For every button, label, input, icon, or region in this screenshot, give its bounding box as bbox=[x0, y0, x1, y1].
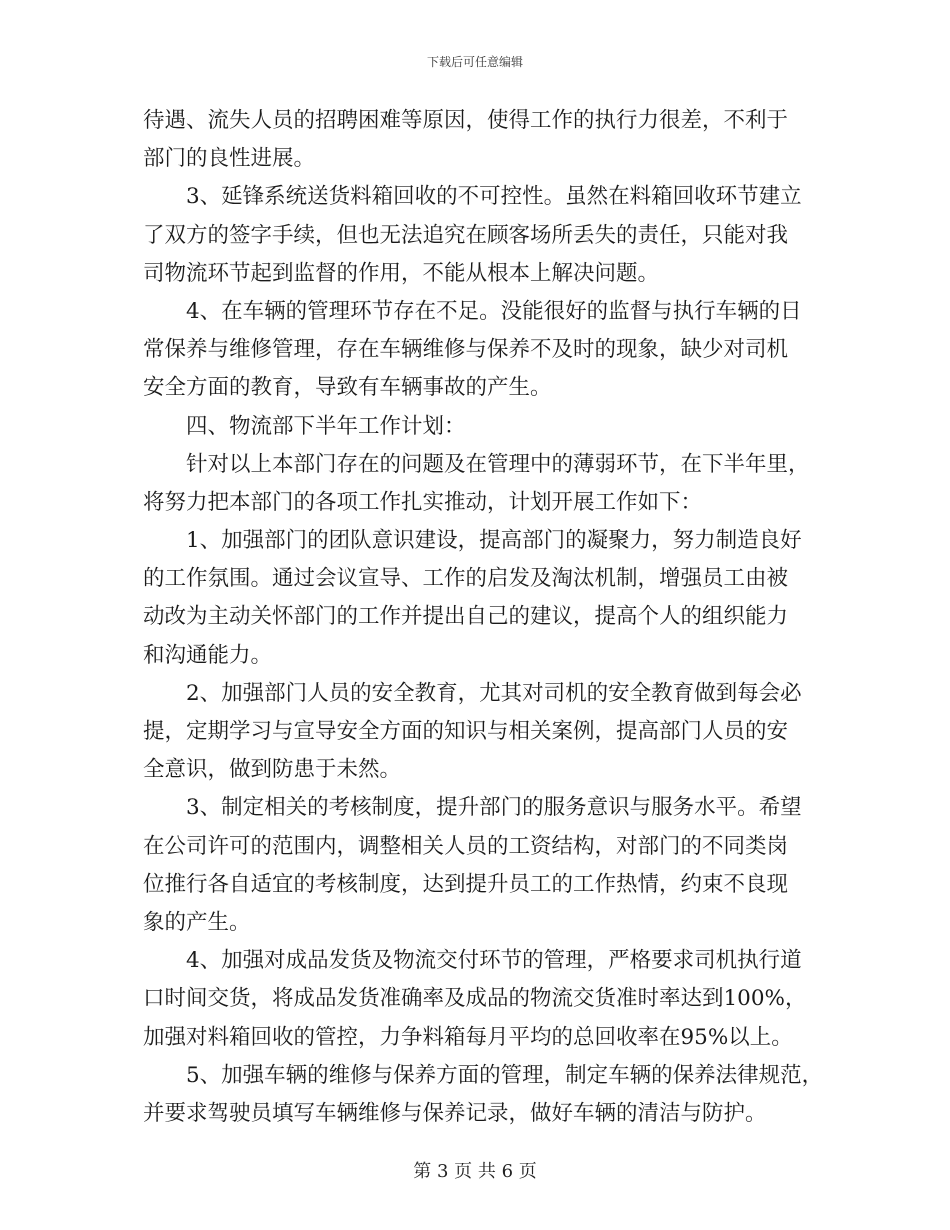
page-footer: 第 3 页 共 6 页 bbox=[413, 1161, 537, 1182]
text-line: 3、制定相关的考核制度，提升部门的服务意识与服务水平。希望 bbox=[186, 795, 802, 821]
text-line: 口时间交货，将成品发货准确率及成品的物流交货准时率达到100%， bbox=[143, 986, 807, 1012]
text-line: 1、加强部门的团队意识建设，提高部门的凝聚力，努力制造良好 bbox=[186, 528, 802, 554]
text-line: 4、在车辆的管理环节存在不足。没能很好的监督与执行车辆的日 bbox=[186, 298, 802, 324]
text-line: 并要求驾驶员填写车辆维修与保养记录，做好车辆的清洁与防护。 bbox=[143, 1100, 767, 1126]
text-line: 了双方的签字手续，但也无法追究在顾客场所丢失的责任，只能对我 bbox=[143, 222, 789, 248]
text-line: 提，定期学习与宣导安全方面的知识与相关案例，提高部门人员的安 bbox=[143, 719, 789, 744]
text-line: 加强对料箱回收的管控，力争料箱每月平均的总回收率在95%以上。 bbox=[143, 1024, 793, 1050]
text-line: 将努力把本部门的各项工作扎实推动，计划开展工作如下： bbox=[143, 489, 703, 515]
text-line: 3、延锋系统送货料箱回收的不可控性。虽然在料箱回收环节建立 bbox=[186, 184, 802, 210]
text-line: 象的产生。 bbox=[143, 909, 251, 935]
text-line: 和沟通能力。 bbox=[143, 642, 273, 668]
text-line: 部门的良性进展。 bbox=[143, 146, 316, 172]
text-line: 针对以上本部门存在的问题及在管理中的薄弱环节，在下半年里， bbox=[186, 451, 810, 477]
text-line: 四、物流部下半年工作计划： bbox=[186, 413, 466, 439]
text-line: 安全方面的教育，导致有车辆事故的产生。 bbox=[143, 375, 552, 401]
text-line: 待遇、流失人员的招聘困难等原因，使得工作的执行力很差，不利于 bbox=[143, 108, 789, 133]
document-body bbox=[143, 102, 824, 1133]
text-line: 在公司许可的范围内，调整相关人员的工资结构，对部门的不同类岗 bbox=[143, 833, 789, 859]
page-header: 下载后可任意编辑 bbox=[426, 55, 523, 69]
text-line: 司物流环节起到监督的作用，不能从根本上解决问题。 bbox=[143, 260, 660, 286]
text-line: 2、加强部门人员的安全教育，尤其对司机的安全教育做到每会必 bbox=[186, 680, 802, 706]
text-line: 的工作氛围。通过会议宣导、工作的启发及淘汰机制，增强员工由被 bbox=[143, 566, 789, 592]
text-line: 位推行各自适宜的考核制度，达到提升员工的工作热情，约束不良现 bbox=[143, 871, 789, 897]
text-line: 常保养与维修管理，存在车辆维修与保养不及时的现象，缺少对司机 bbox=[143, 337, 789, 363]
text-line: 全意识，做到防患于未然。 bbox=[143, 757, 402, 783]
text-line: 5、加强车辆的维修与保养方面的管理，制定车辆的保养法律规范， bbox=[186, 1062, 824, 1088]
text-line: 4、加强对成品发货及物流交付环节的管理，严格要求司机执行道 bbox=[186, 948, 802, 974]
text-line: 动改为主动关怀部门的工作并提出自己的建议，提高个人的组织能力 bbox=[143, 604, 789, 630]
